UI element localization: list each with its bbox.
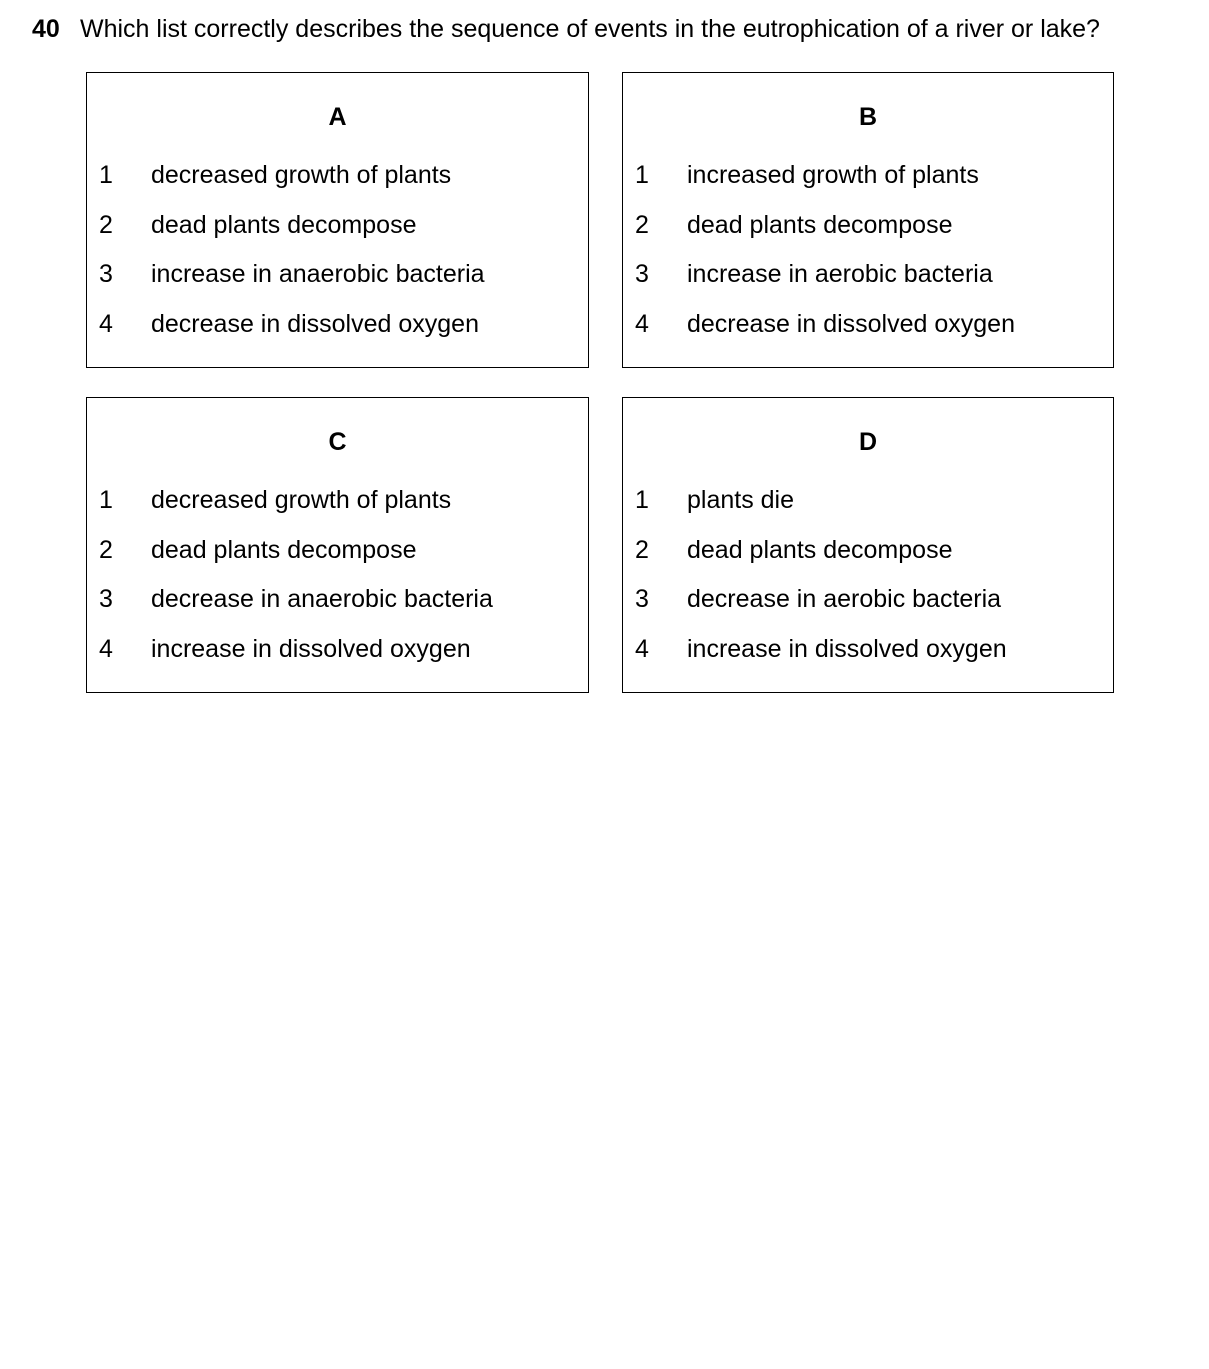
- list-item: [87, 583, 588, 633]
- option-letter: A: [328, 103, 347, 131]
- step-list: [87, 484, 588, 683]
- step-number: 1: [635, 161, 649, 189]
- step-number: 1: [99, 486, 113, 514]
- option-box-b[interactable]: [622, 72, 1114, 368]
- question-text: Which list correctly describes the sequence of events in the eutrophication of a river or lake?: [80, 15, 1100, 43]
- list-item: [623, 583, 1113, 633]
- step-text: decrease in dissolved oxygen: [687, 310, 1015, 339]
- step-text: increased growth of plants: [687, 161, 979, 189]
- step-text: dead plants decompose: [687, 535, 953, 564]
- step-text: plants die: [687, 486, 795, 514]
- list-item: [87, 258, 588, 308]
- question: [32, 12, 1100, 46]
- step-text: decrease in aerobic bacteria: [687, 585, 1002, 614]
- step-text: dead plants decompose: [151, 210, 417, 239]
- option-letter: C: [328, 428, 347, 456]
- step-number: 4: [635, 635, 649, 664]
- option-letter: D: [858, 428, 878, 456]
- step-number: 4: [99, 310, 113, 339]
- list-item: [87, 534, 588, 584]
- list-item: [87, 209, 588, 259]
- step-text: decreased growth of plants: [151, 161, 452, 189]
- step-list: [623, 159, 1113, 358]
- step-text: increase in dissolved oxygen: [687, 635, 1007, 664]
- step-text: decrease in dissolved oxygen: [151, 310, 479, 339]
- step-text: increase in aerobic bacteria: [687, 260, 993, 289]
- step-number: 3: [635, 260, 649, 289]
- step-number: 2: [635, 535, 649, 564]
- step-number: 2: [99, 535, 113, 564]
- list-item: [623, 534, 1113, 584]
- list-item: [623, 209, 1113, 259]
- list-item: [623, 484, 1113, 534]
- step-text: increase in dissolved oxygen: [151, 635, 471, 664]
- question-number: 40: [32, 15, 60, 43]
- step-text: dead plants decompose: [687, 210, 953, 239]
- step-number: 3: [635, 585, 649, 614]
- step-number: 4: [635, 310, 649, 339]
- step-number: 3: [99, 585, 113, 614]
- list-item: [87, 484, 588, 534]
- step-text: dead plants decompose: [151, 535, 417, 564]
- step-list: [87, 159, 588, 358]
- step-list: [623, 484, 1113, 683]
- step-number: 2: [635, 210, 649, 239]
- list-item: [623, 258, 1113, 308]
- step-text: increase in anaerobic bacteria: [151, 260, 485, 289]
- option-letter: B: [858, 103, 878, 131]
- list-item: [623, 633, 1113, 683]
- option-box-c[interactable]: [86, 397, 589, 693]
- list-item: [87, 308, 588, 358]
- step-number: 4: [99, 635, 113, 664]
- list-item: [87, 633, 588, 683]
- list-item: [87, 159, 588, 209]
- step-number: 2: [99, 210, 113, 239]
- list-item: [623, 159, 1113, 209]
- option-box-a[interactable]: [86, 72, 589, 368]
- option-box-d[interactable]: [622, 397, 1114, 693]
- step-number: 1: [635, 486, 649, 514]
- list-item: [623, 308, 1113, 358]
- step-text: decreased growth of plants: [151, 486, 452, 514]
- step-number: 1: [99, 161, 113, 189]
- step-number: 3: [99, 260, 113, 289]
- step-text: decrease in anaerobic bacteria: [151, 585, 493, 614]
